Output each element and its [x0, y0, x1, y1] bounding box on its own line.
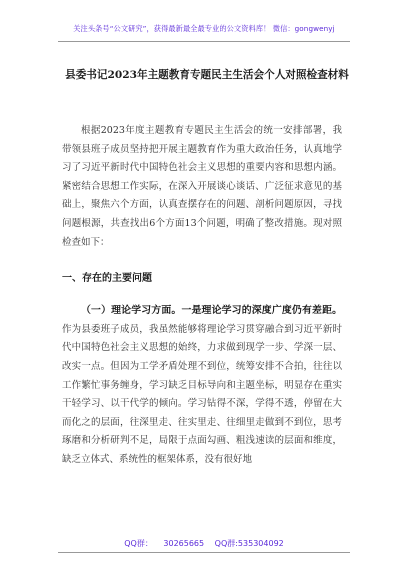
header-divider — [58, 41, 350, 42]
subsection-theory-study — [62, 302, 342, 469]
footer-contact: QQ群： 30265665 QQ群:535304092 — [124, 539, 284, 548]
footer-divider — [58, 552, 350, 553]
document-body — [62, 122, 342, 470]
subsection-lead: （一）理论学习方面。一是理论学习的深度广度仍有差距。 — [81, 305, 342, 317]
document-title: 县委书记2023年主题教育专题民主生活会个人对照检查材料 — [65, 69, 349, 81]
section-heading-main-problems: 一、存在的主要问题 — [62, 273, 152, 285]
subsection-body: 作为县委班子成员，我虽然能够将理论学习贯穿融合到习近平新时代中国特色社会主义思想的始终，力求做到现学一步、学深一层、改实一点。但因为工学矛盾处理不到位，统筹安排不合拍，往往以工作繁忙事务缠身，学习缺乏目标导向和主题坐标，明显存在重实干轻学习、以干代学的倾向。学习钻得不深，学得不透，停留在大而化之的层面，往深里走、往实里走、往细里走做到不到位，思考琢磨和分析研判不足，局限于点面勾画、粗浅速读的层面和维度，缺乏立体式、系统性的框架体系，没有很好地 — [62, 323, 342, 465]
intro-paragraph: 根据2023年度主题教育专题民主生活会的统一安排部署，我带领县班子成员坚持把开展主题教育作为重大政治任务，认真地学习了习近平新时代中国特色社会主义思想的重要内容和思想内涵。紧密结合思想工作实际，在深入开展谈心谈话、广泛征求意见的基础上，聚焦六个方面，认真查摆存在的问题、剖析问题原因，寻找问题根源，共查找出6个方面13个问题，明确了整改措施。现对照检查如下： — [62, 125, 342, 248]
header-banner: 关注头条号“公文研究”，获得最新最全最专业的公文资料库！ 微信：gongwenyj — [73, 24, 335, 33]
